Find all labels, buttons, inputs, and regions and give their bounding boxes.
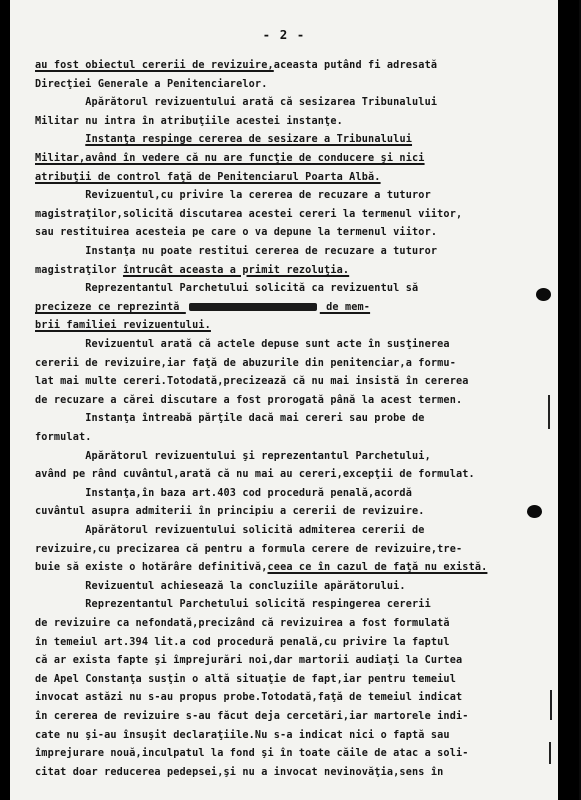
text-line bbox=[35, 469, 475, 481]
redaction-mark bbox=[189, 303, 317, 311]
line-text: Apărătorul revizuentului şi reprezentantul Parchetului, bbox=[35, 450, 431, 462]
text-line bbox=[35, 711, 469, 723]
text-line bbox=[35, 116, 343, 128]
text-line bbox=[35, 320, 211, 332]
margin-mark bbox=[548, 395, 550, 429]
text-line bbox=[35, 97, 437, 109]
text-line bbox=[35, 376, 469, 388]
text-line bbox=[35, 655, 462, 667]
line-text: Apărătorul revizuentului arată că sesizarea Tribunalului bbox=[35, 97, 438, 109]
underlined-text: au fost obiectul cererii de revizuire, bbox=[35, 60, 274, 71]
text-line bbox=[35, 748, 469, 760]
text-line bbox=[35, 265, 349, 277]
text-line bbox=[35, 692, 462, 704]
line-text: cate nu şi-au însuşit declaraţiile.Nu s-a indicat nici o faptă sau bbox=[35, 729, 450, 741]
line-text: împrejurare nouă,inculpatul la fond şi în toate căile de atac a soli- bbox=[35, 748, 469, 760]
line-text: cererii de revizuire,iar faţă de abuzurile din penitenciar,a formu- bbox=[35, 357, 456, 369]
text-line bbox=[35, 506, 425, 518]
text-line bbox=[35, 618, 450, 630]
text-line bbox=[35, 488, 412, 500]
line-text: Instanţa nu poate restitui cererea de recuzare a tuturor bbox=[35, 246, 438, 257]
line-text: Revizuentul,cu privire la cererea de recuzare a tuturor bbox=[35, 190, 431, 202]
text-line bbox=[35, 395, 462, 407]
line-text: Direcţiei Generale a Penitenciarelor. bbox=[35, 78, 268, 90]
ink-blot bbox=[536, 288, 551, 301]
line-text: magistraţilor bbox=[35, 264, 123, 276]
text-line bbox=[35, 581, 406, 593]
text-line bbox=[35, 302, 370, 314]
line-text: Apărătorul revizuentului solicită admiterea cererii de bbox=[35, 525, 425, 536]
line-text: Reprezentantul Parchetului solicită ca revizuentul să bbox=[35, 283, 419, 295]
text-line bbox=[35, 358, 456, 370]
text-line bbox=[35, 599, 431, 611]
margin-mark bbox=[550, 690, 552, 720]
line-text: Instanţa,în baza art.403 cod procedură penală,acordă bbox=[35, 487, 413, 499]
underlined-text: brii familiei revizuentului. bbox=[35, 320, 211, 332]
line-text: sau restituirea acesteia pe care o va depune la termenul viitor. bbox=[35, 227, 438, 239]
line-text: aceasta putând fi adresată bbox=[273, 60, 438, 71]
underlined-text: Instanţa respinge cererea de sesizare a Tribunalului bbox=[85, 134, 413, 146]
line-text: Instanţa întreabă părţile dacă mai cereri sau probe de bbox=[35, 413, 425, 425]
margin-mark bbox=[549, 742, 551, 764]
line-text: de Apel Constanţa susţin o altă situaţie de fapt,iar pentru temeiul bbox=[35, 673, 456, 685]
line-text: cuvântul asupra admiterii în principiu a cererii de revizuire. bbox=[35, 506, 425, 518]
document-page bbox=[10, 0, 558, 800]
underlined-text: întrucât aceasta a primit rezoluţia. bbox=[122, 264, 350, 276]
line-text: Revizuentul arată că actele depuse sunt acte în susţinerea bbox=[35, 339, 450, 350]
line-text: Reprezentantul Parchetului solicită respingerea cererii bbox=[35, 599, 431, 611]
line-text: Militar nu intra în atribuţiile acestei instanţe. bbox=[35, 115, 343, 127]
underlined-text: precizeze ce reprezintă bbox=[35, 301, 186, 313]
page-number: - 2 - bbox=[262, 27, 306, 42]
line-text: citat doar reducerea pedepsei,şi nu a invocat nevinovăţia,sens în bbox=[35, 766, 444, 778]
line-text: de revizuire ca nefondată,precizând că revizuirea a fost formulată bbox=[35, 618, 450, 629]
line-text: că ar exista fapte şi împrejurări noi,dar martorii audiaţi la Curtea bbox=[35, 655, 463, 667]
text-line bbox=[35, 79, 268, 91]
underlined-text: Militar,având în vedere că nu are funcţie de conducere şi nici bbox=[35, 153, 425, 164]
line-text: de recuzare a cărei discutare a fost prorogată până la acest termen. bbox=[35, 394, 463, 406]
text-line bbox=[35, 134, 412, 146]
line-text: formulat. bbox=[35, 432, 92, 443]
underlined-text: atribuţii de control faţă de Penitenciarul Poarta Albă. bbox=[35, 171, 381, 183]
text-line bbox=[35, 209, 462, 221]
underlined-text: ceea ce în cazul de faţă nu există. bbox=[267, 562, 488, 574]
text-line bbox=[35, 190, 431, 202]
text-line bbox=[35, 637, 450, 649]
line-text: în cererea de revizuire s-au făcut deja cercetări,iar martorele indi- bbox=[35, 711, 469, 722]
line-text: magistraţilor,solicită discutarea acestei cereri la termenul viitor, bbox=[35, 208, 463, 220]
text-line bbox=[35, 525, 425, 537]
text-line bbox=[35, 432, 92, 444]
text-line bbox=[35, 246, 437, 258]
text-line bbox=[35, 153, 425, 165]
text-line bbox=[35, 730, 450, 742]
ink-blot bbox=[527, 505, 542, 518]
line-text: revizuire,cu precizarea că pentru a formula cerere de revizuire,tre- bbox=[35, 543, 463, 555]
text-line bbox=[35, 227, 437, 239]
underlined-text: de mem- bbox=[319, 301, 371, 313]
text-line bbox=[35, 339, 450, 351]
text-line bbox=[35, 283, 418, 295]
line-text: invocat astăzi nu s-au propus probe.Totodată,faţă de temeiul indicat bbox=[35, 692, 463, 704]
text-line bbox=[35, 172, 381, 184]
text-line bbox=[35, 562, 487, 574]
text-line bbox=[35, 674, 456, 686]
line-text bbox=[35, 134, 85, 145]
text-line bbox=[35, 60, 437, 72]
line-text: lat mai multe cereri.Totodată,precizează că nu mai insistă în cererea bbox=[35, 376, 469, 388]
text-line bbox=[35, 451, 431, 463]
line-text: buie să existe o hotărâre definitivă, bbox=[35, 562, 268, 574]
text-line bbox=[35, 413, 425, 425]
line-text: în temeiul art.394 lit.a cod procedură penală,cu privire la faptul bbox=[35, 636, 450, 648]
line-text: având pe rând cuvântul,arată că nu mai au cereri,excepţii de formulat. bbox=[35, 469, 475, 481]
line-text: Revizuentul achiesează la concluziile apărătorului. bbox=[35, 580, 406, 592]
text-line bbox=[35, 767, 443, 779]
text-line bbox=[35, 544, 462, 556]
